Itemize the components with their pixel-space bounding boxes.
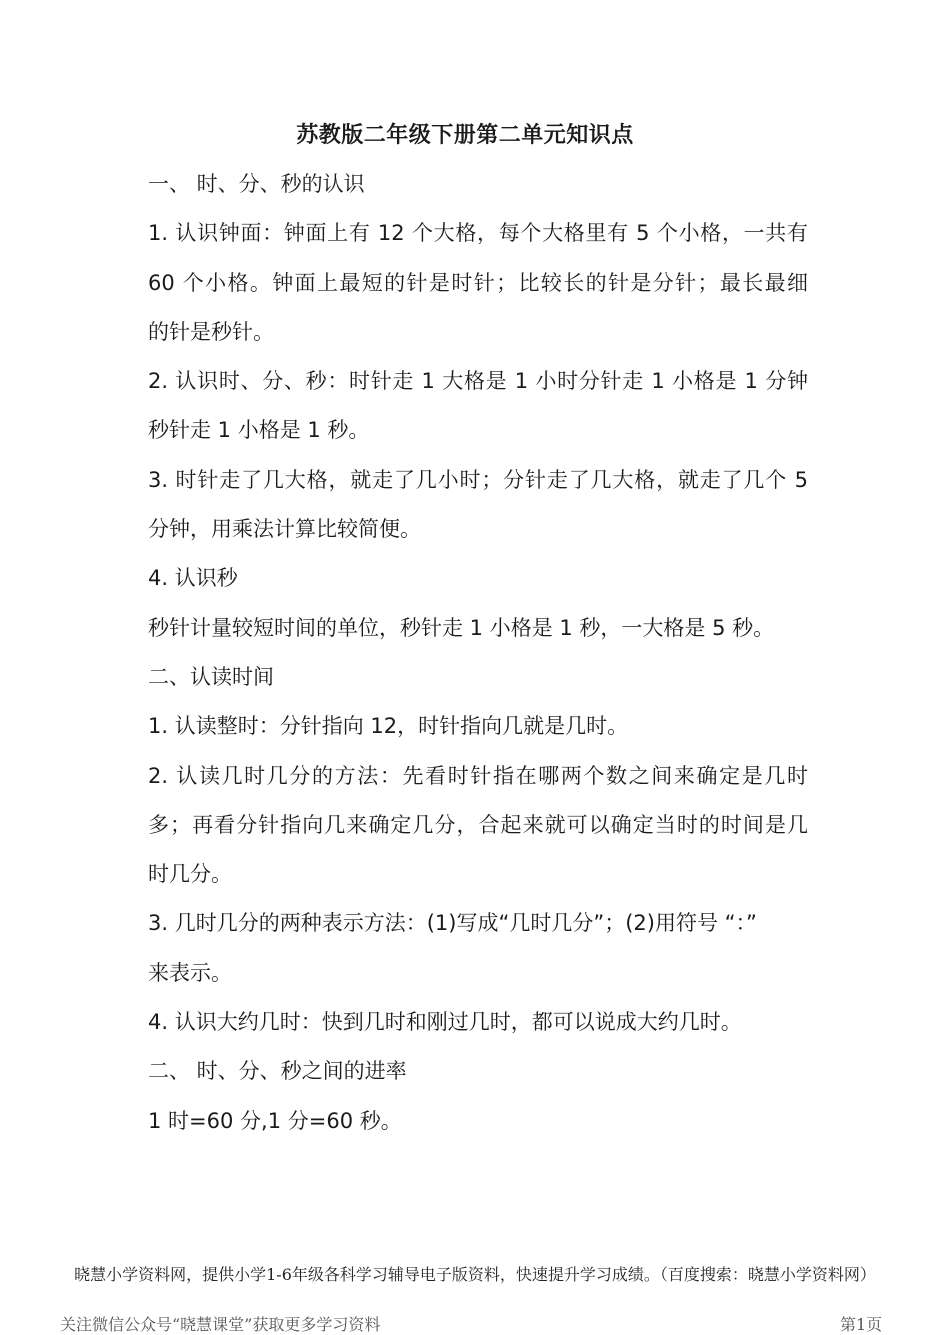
page-number: 第1页	[840, 1315, 883, 1334]
section-heading: 一、 时、分、秒的认识	[148, 172, 365, 196]
paragraph-line: 秒针计量较短时间的单位，秒针走 1 小格是 1 秒，一大格是 5 秒。	[148, 615, 775, 640]
paragraph-line: 来表示。	[148, 960, 232, 985]
paragraph-line: 1 时=60 分,1 分=60 秒。	[148, 1108, 402, 1133]
paragraph-line: 时几分。	[148, 862, 232, 887]
page-title: 苏教版二年级下册第二单元知识点	[296, 123, 634, 148]
section-heading: 二、 时、分、秒之间的进率	[148, 1059, 407, 1084]
footer-note: 晓慧小学资料网，提供小学1-6年级各科学习辅导电子版资料，快速提升学习成绩。（百度搜索：晓慧小学资料网）	[74, 1265, 876, 1284]
paragraph-line: 3. 几时几分的两种表示方法：(1)写成“几时几分”；(2)用符号 “：”	[148, 911, 757, 936]
paragraph-line: 60 个小格。钟面上最短的针是时针；比较长的针是分针；最长最细	[148, 270, 808, 295]
paragraph-line: 4. 认识秒	[148, 566, 238, 591]
paragraph-line: 多；再看分针指向几来确定几分，合起来就可以确定当时的时间是几	[148, 812, 808, 837]
paragraph-line: 分钟，用乘法计算比较简便。	[148, 517, 421, 542]
paragraph-line: 2. 认读几时几分的方法：先看时针指在哪两个数之间来确定是几时	[148, 763, 808, 788]
section-heading: 二、认读时间	[148, 664, 274, 689]
paragraph-line: 4. 认识大约几时：快到几时和刚过几时，都可以说成大约几时。	[148, 1010, 742, 1035]
bottom-strip	[0, 1315, 950, 1334]
paragraph-line: 1. 认识钟面：钟面上有 12 个大格，每个大格里有 5 个小格，一共有	[148, 221, 808, 246]
paragraph-line: 秒针走 1 小格是 1 秒。	[148, 418, 370, 443]
paragraph-line: 的针是秒针。	[148, 319, 274, 344]
document-body	[148, 160, 808, 1146]
paragraph-line: 3. 时针走了几大格，就走了几小时；分针走了几大格，就走了几个 5	[148, 467, 808, 492]
bottom-strip-left: 关注微信公众号“晓慧课堂”获取更多学习资料	[60, 1315, 381, 1334]
paragraph-line: 2. 认识时、分、秒：时针走 1 大格是 1 小时分针走 1 小格是 1 分钟	[148, 369, 808, 394]
paragraph-line: 1. 认读整时：分针指向 12，时针指向几就是几时。	[148, 714, 629, 739]
